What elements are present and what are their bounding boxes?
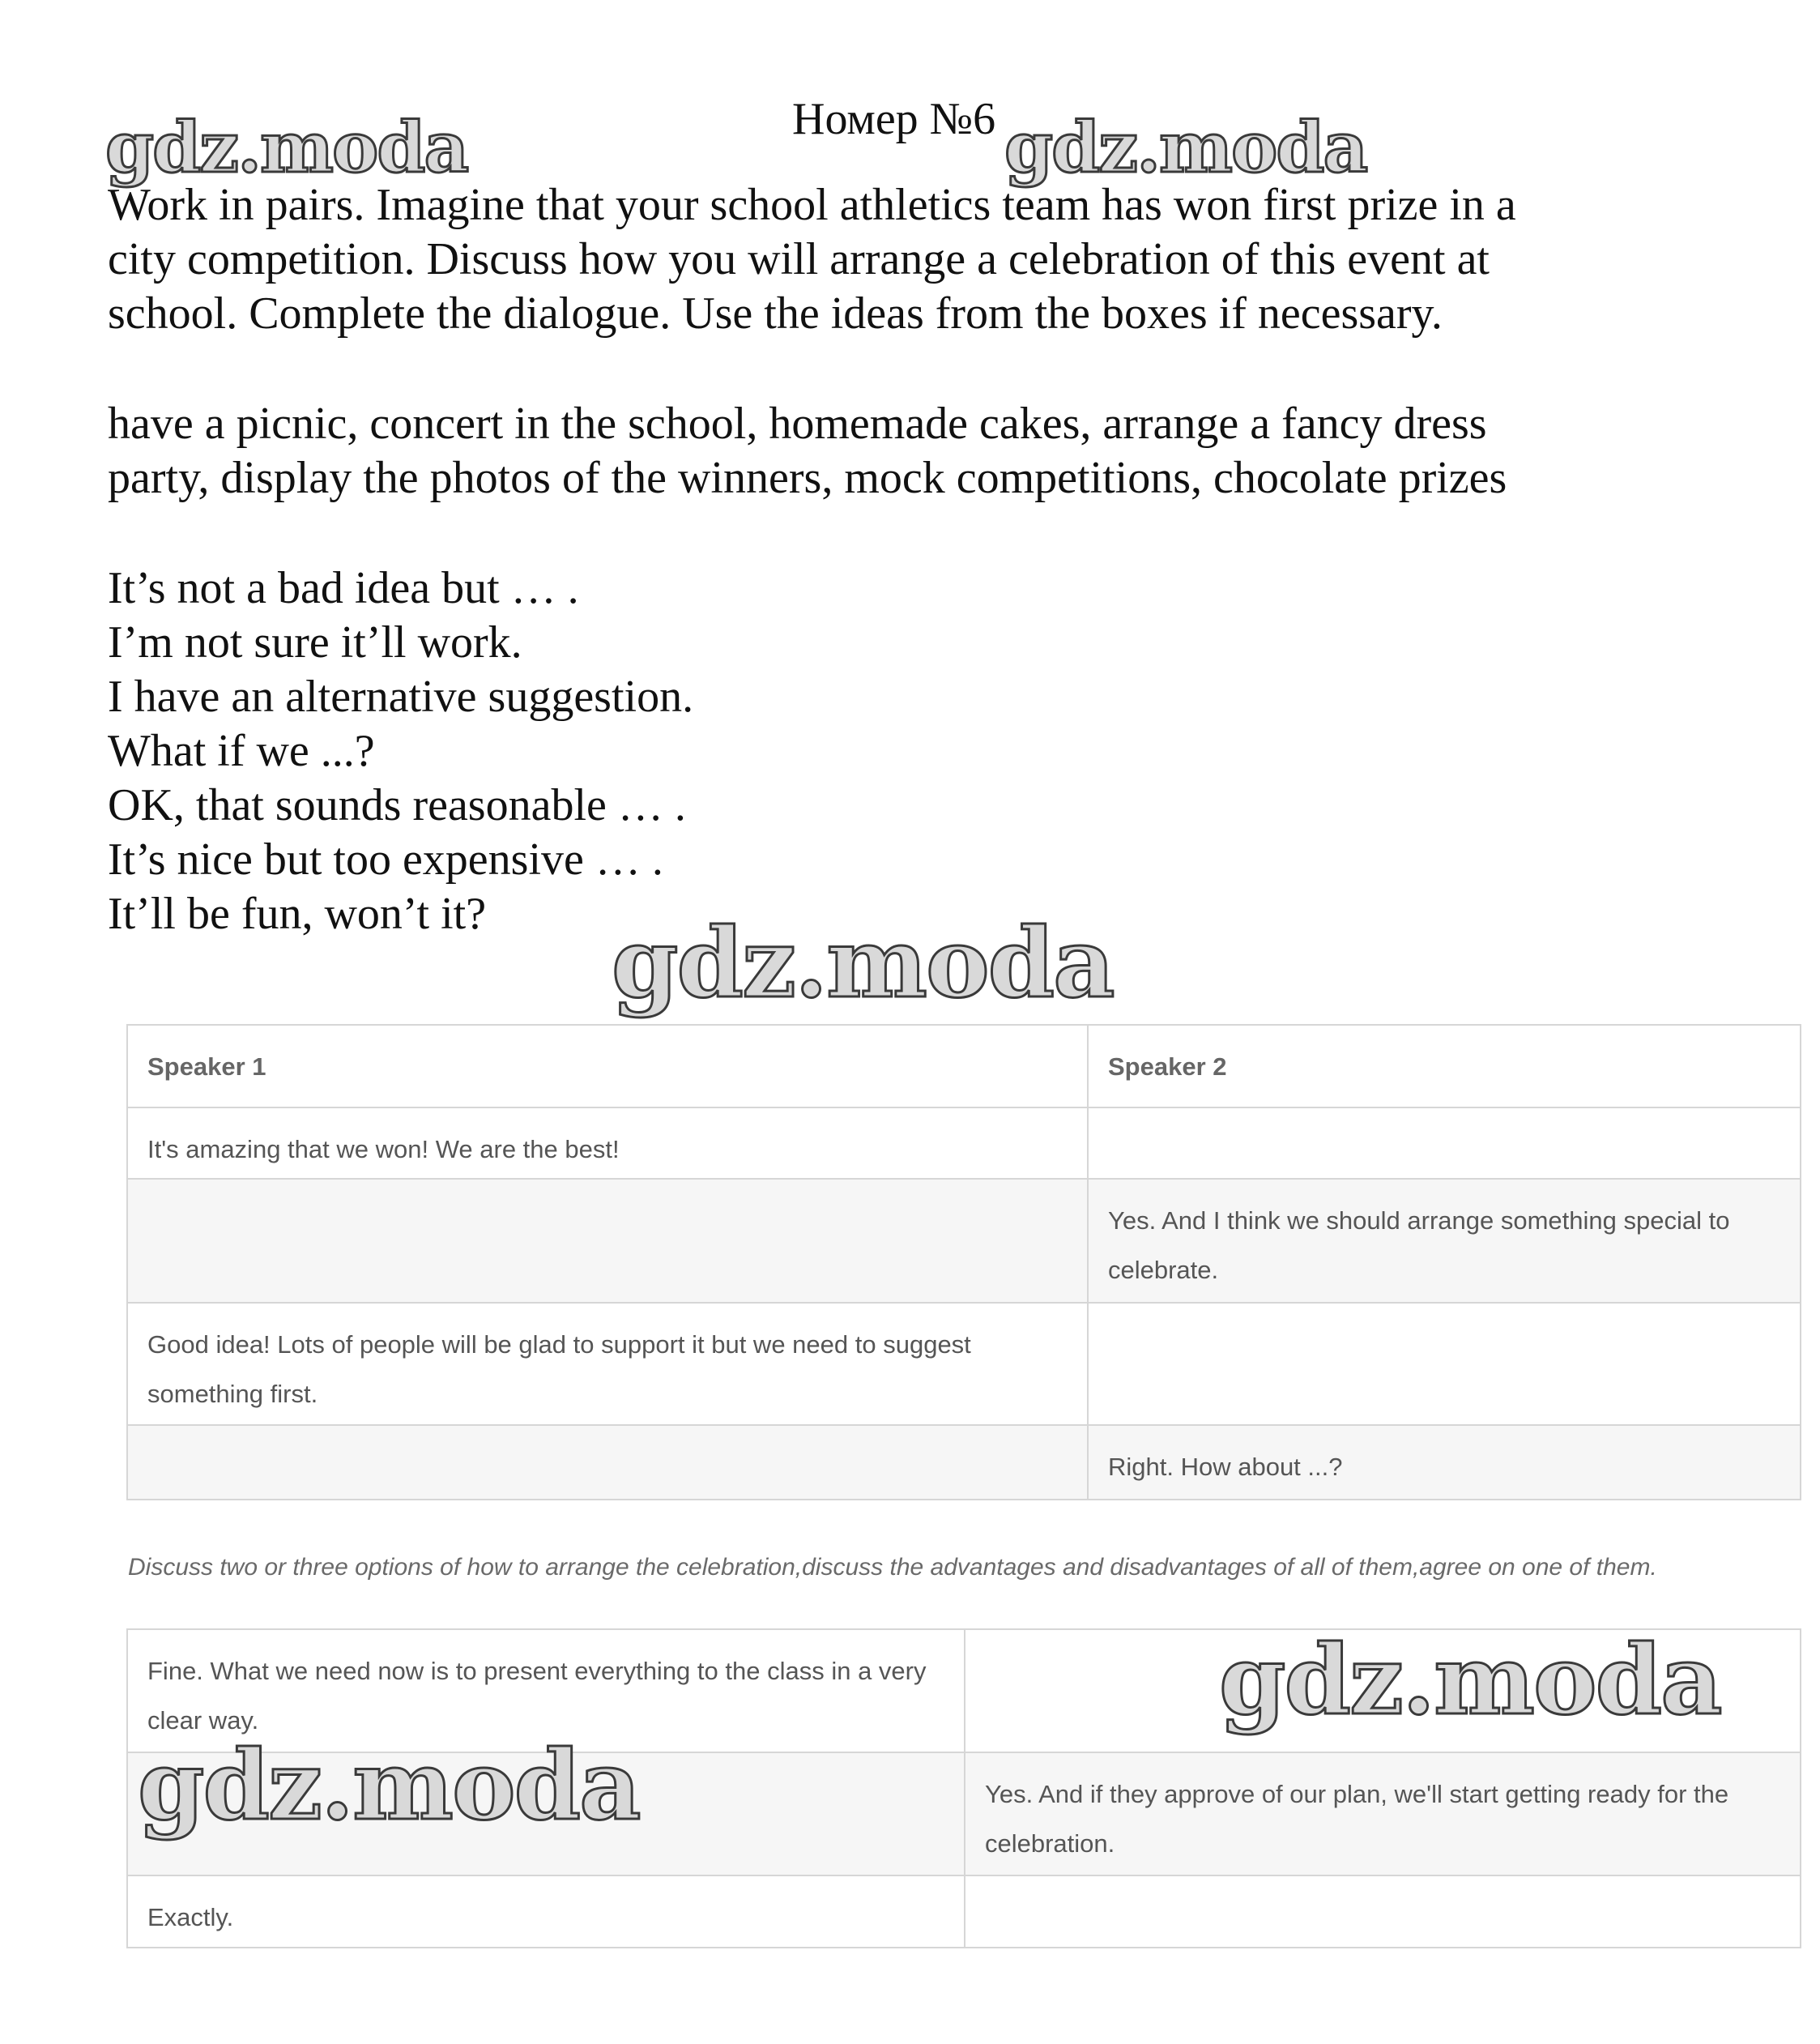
watermark-logo: gdz.moda (1004, 107, 1367, 189)
speaker-1-cell: Good idea! Lots of people will be glad to support it but we need to suggest something first. (127, 1303, 1088, 1425)
speaker-2-cell (1088, 1107, 1801, 1179)
speaker-1-cell (127, 1425, 1088, 1500)
dialogue-table-1 (126, 1024, 1801, 1500)
task-instructions (108, 178, 1647, 341)
table-header-row (127, 1025, 1801, 1107)
phrase-item: It’s not a bad idea but … . (108, 563, 579, 613)
speaker-2-cell: Yes. And I think we should arrange something special to celebrate. (1088, 1179, 1801, 1303)
phrase-item: What if we ...? (108, 726, 375, 776)
table-row (127, 1179, 1801, 1303)
watermark-logo: gdz.moda (138, 1729, 640, 1841)
instruction-note: Discuss two or three options of how to arrange the celebration,discuss the advantages and disadvantages of all of them,agree on one of them. (128, 1554, 1657, 1581)
table-row (127, 1303, 1801, 1425)
speaker-1-cell (127, 1179, 1088, 1303)
watermark-logo: gdz.moda (1219, 1624, 1721, 1736)
ideas-line: party, display the photos of the winners, mock competitions, chocolate prizes (108, 453, 1507, 503)
header-speaker-2: Speaker 2 (1088, 1025, 1801, 1107)
phrase-item: It’s nice but too expensive … . (108, 834, 663, 885)
table-row (127, 1875, 1801, 1948)
phrase-item: I have an alternative suggestion. (108, 672, 694, 722)
useful-phrases (108, 561, 1647, 941)
task-line: city competition. Discuss how you will arrange a celebration of this event at (108, 234, 1490, 284)
phrase-item: OK, that sounds reasonable … . (108, 780, 686, 830)
task-line: Work in pairs. Imagine that your school athletics team has won first prize in a (108, 180, 1516, 230)
speaker-2-cell: Right. How about ...? (1088, 1425, 1801, 1500)
speaker-1-cell: Exactly. (127, 1875, 965, 1948)
speaker-2-cell (1088, 1303, 1801, 1425)
speaker-2-cell (965, 1875, 1801, 1948)
table-row (127, 1425, 1801, 1500)
speaker-1-cell: Fine. What we need now is to present everything to the class in a very clear way. (127, 1629, 965, 1752)
speaker-1-cell: It's amazing that we won! We are the best! (127, 1107, 1088, 1179)
watermark-logo: gdz.moda (105, 107, 468, 189)
header-speaker-1: Speaker 1 (127, 1025, 1088, 1107)
speaker-2-cell: Yes. And if they approve of our plan, we'll start getting ready for the celebration. (965, 1752, 1801, 1875)
task-line: school. Complete the dialogue. Use the ideas from the boxes if necessary. (108, 288, 1443, 339)
phrase-item: It’ll be fun, won’t it? (108, 889, 487, 939)
ideas-line: have a picnic, concert in the school, homemade cakes, arrange a fancy dress (108, 399, 1487, 449)
phrase-item: I’m not sure it’ll work. (108, 617, 522, 668)
page-title: Номер №6 (792, 94, 996, 144)
ideas-box (108, 397, 1647, 506)
table-row (127, 1107, 1801, 1179)
watermark-logo: gdz.moda (612, 907, 1114, 1019)
